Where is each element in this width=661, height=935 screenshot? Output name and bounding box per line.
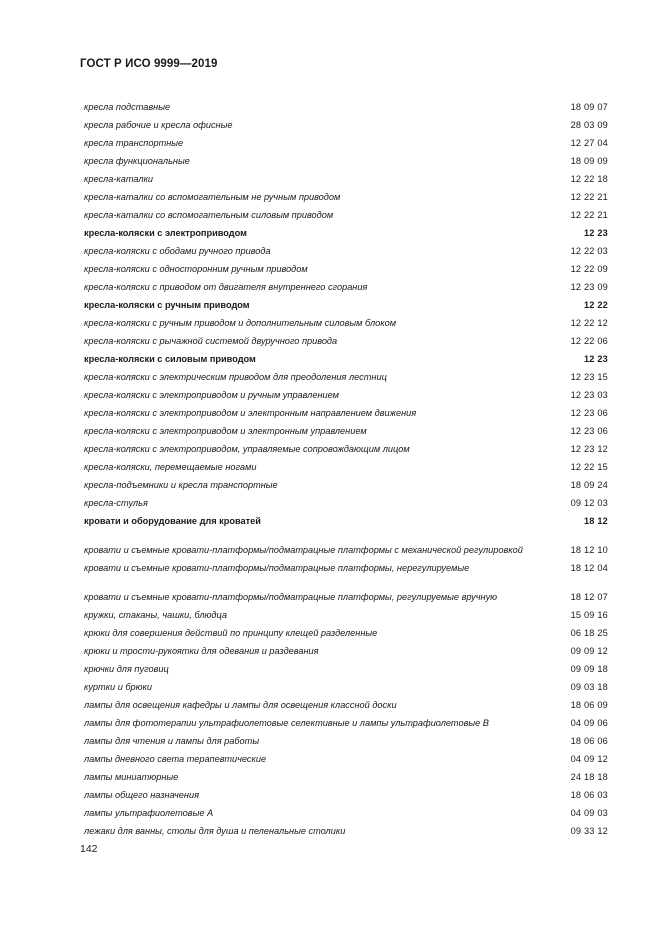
entry-code: 18 09 07 — [570, 102, 608, 112]
entry-code: 09 09 12 — [570, 646, 608, 656]
entry-term: кресла-коляски, перемещаемые ногами — [84, 462, 257, 472]
entry-code: 12 23 06 — [570, 426, 608, 436]
entry-term: кресла-коляски с электроприводом, управляемые сопровождающим лицом — [84, 444, 410, 454]
entry-code: 12 23 09 — [570, 282, 608, 292]
entry-code: 04 09 12 — [570, 754, 608, 764]
entry-code: 24 18 18 — [570, 772, 608, 782]
index-entry — [84, 240, 608, 258]
entry-code: 12 23 06 — [570, 408, 608, 418]
entry-code: 12 23 — [584, 228, 608, 238]
entry-code: 04 09 03 — [570, 808, 608, 818]
entry-code: 04 09 06 — [570, 718, 608, 728]
index-entry — [84, 258, 608, 276]
index-entry — [84, 676, 608, 694]
index-entry — [84, 402, 608, 420]
entry-term: лампы общего назначения — [84, 790, 199, 800]
entry-term: кресла-каталки со вспомогательным силовым приводом — [84, 210, 334, 220]
entry-code: 28 03 09 — [570, 120, 608, 130]
index-entry — [84, 276, 608, 294]
entry-term: кресла-коляски с электроприводом и электронным направлением движения — [84, 408, 417, 418]
index-entry — [84, 348, 608, 366]
index-list — [84, 96, 608, 838]
entry-code: 12 22 21 — [570, 210, 608, 220]
entry-term: кресла подставные — [84, 102, 171, 112]
index-entry — [84, 658, 608, 676]
entry-term: кресла-подъемники и кресла транспортные — [84, 480, 278, 490]
entry-code: 12 22 21 — [570, 192, 608, 202]
index-entry — [84, 557, 608, 575]
entry-code: 18 12 07 — [570, 592, 608, 602]
entry-code: 18 12 — [584, 516, 608, 526]
index-entry — [84, 168, 608, 186]
entry-code: 09 09 18 — [570, 664, 608, 674]
index-entry — [84, 366, 608, 384]
entry-term: лампы для чтения и лампы для работы — [84, 736, 260, 746]
entry-code: 15 09 16 — [570, 610, 608, 620]
entry-term: кресла-коляски с односторонним ручным приводом — [84, 264, 308, 274]
index-entry — [84, 456, 608, 474]
index-entry — [84, 575, 608, 604]
entry-term: кресла рабочие и кресла офисные — [84, 120, 233, 130]
entry-code: 12 23 03 — [570, 390, 608, 400]
index-entry — [84, 604, 608, 622]
entry-code: 18 09 09 — [570, 156, 608, 166]
entry-term: кресла-коляски с ободами ручного привода — [84, 246, 271, 256]
entry-term: кресла транспортные — [84, 138, 184, 148]
index-entry — [84, 748, 608, 766]
entry-term: кровати и съемные кровати-платформы/подматрацные платформы, нерегулируемые — [84, 563, 470, 573]
index-entry — [84, 784, 608, 802]
index-entry — [84, 96, 608, 114]
entry-term: кровати и оборудование для кроватей — [84, 516, 261, 526]
entry-code: 06 18 25 — [570, 628, 608, 638]
entry-term: кресла-стулья — [84, 498, 148, 508]
index-entry — [84, 492, 608, 510]
entry-code: 12 22 15 — [570, 462, 608, 472]
index-entry — [84, 528, 608, 557]
entry-code: 12 22 12 — [570, 318, 608, 328]
entry-term: куртки и брюки — [84, 682, 152, 692]
index-entry — [84, 820, 608, 838]
index-entry — [84, 384, 608, 402]
entry-term: кружки, стаканы, чашки, блюдца — [84, 610, 227, 620]
entry-term: кресла-коляски с электроприводом — [84, 228, 247, 238]
entry-code: 12 22 06 — [570, 336, 608, 346]
index-entry — [84, 330, 608, 348]
entry-term: кресла-коляски с рычажной системой двуручного привода — [84, 336, 338, 346]
entry-term: кресла-коляски с ручным приводом — [84, 300, 250, 310]
index-entry — [84, 204, 608, 222]
entry-code: 12 22 09 — [570, 264, 608, 274]
index-entry — [84, 114, 608, 132]
index-entry — [84, 132, 608, 150]
entry-code: 18 12 04 — [570, 563, 608, 573]
index-entry — [84, 730, 608, 748]
entry-term: крюки и трости-рукоятки для одевания и раздевания — [84, 646, 319, 656]
entry-term: кресла-коляски с силовым приводом — [84, 354, 256, 364]
index-entry — [84, 186, 608, 204]
entry-term: крюки для совершения действий по принципу клещей разделенные — [84, 628, 378, 638]
entry-term: кресла функциональные — [84, 156, 190, 166]
page-number: 142 — [80, 843, 98, 855]
index-entry — [84, 150, 608, 168]
entry-term: кресла-коляски с электроприводом и ручным управлением — [84, 390, 339, 400]
entry-term: крючки для пуговиц — [84, 664, 169, 674]
entry-term: кресла-каталки со вспомогательным не ручным приводом — [84, 192, 341, 202]
index-entry — [84, 294, 608, 312]
index-entry — [84, 222, 608, 240]
entry-term: лампы для освещения кафедры и лампы для освещения классной доски — [84, 700, 397, 710]
entry-code: 09 12 03 — [570, 498, 608, 508]
entry-term: кресла-каталки — [84, 174, 154, 184]
entry-term: лампы ультрафиолетовые А — [84, 808, 214, 818]
entry-code: 12 23 — [584, 354, 608, 364]
entry-code: 12 23 15 — [570, 372, 608, 382]
entry-term: кресла-коляски с ручным приводом и дополнительным силовым блоком — [84, 318, 397, 328]
entry-code: 18 06 06 — [570, 736, 608, 746]
entry-code: 09 33 12 — [570, 826, 608, 836]
entry-code: 18 12 10 — [570, 545, 608, 555]
entry-code: 12 22 18 — [570, 174, 608, 184]
entry-code: 09 03 18 — [570, 682, 608, 692]
entry-code: 12 22 — [584, 300, 608, 310]
entry-code: 18 09 24 — [570, 480, 608, 490]
entry-code: 18 06 09 — [570, 700, 608, 710]
index-entry — [84, 438, 608, 456]
index-entry — [84, 474, 608, 492]
index-entry — [84, 766, 608, 784]
entry-term: кресла-коляски с электрическим приводом для преодоления лестниц — [84, 372, 387, 382]
entry-term: кровати и съемные кровати-платформы/подматрацные платформы, регулируемые вручную — [84, 592, 498, 602]
entry-term: кресла-коляски с приводом от двигателя внутреннего сгорания — [84, 282, 368, 292]
entry-term: лампы дневного света терапевтические — [84, 754, 267, 764]
entry-term: кровати и съемные кровати-платформы/подматрацные платформы с механической регулировкой — [84, 545, 523, 555]
entry-code: 12 27 04 — [570, 138, 608, 148]
index-entry — [84, 694, 608, 712]
index-entry — [84, 312, 608, 330]
index-entry — [84, 802, 608, 820]
entry-term: лампы миниатюрные — [84, 772, 179, 782]
entry-code: 12 23 12 — [570, 444, 608, 454]
entry-term: кресла-коляски с электроприводом и электронным управлением — [84, 426, 367, 436]
entry-term: лежаки для ванны, столы для душа и пеленальные столики — [84, 826, 346, 836]
index-entry — [84, 622, 608, 640]
entry-code: 18 06 03 — [570, 790, 608, 800]
index-entry — [84, 510, 608, 528]
entry-code: 12 22 03 — [570, 246, 608, 256]
index-entry — [84, 420, 608, 438]
index-entry — [84, 640, 608, 658]
entry-term: лампы для фототерапии ультрафиолетовые селективные и лампы ультрафиолетовые В — [84, 718, 489, 728]
document-title: ГОСТ Р ИСО 9999—2019 — [80, 58, 218, 70]
index-entry — [84, 712, 608, 730]
